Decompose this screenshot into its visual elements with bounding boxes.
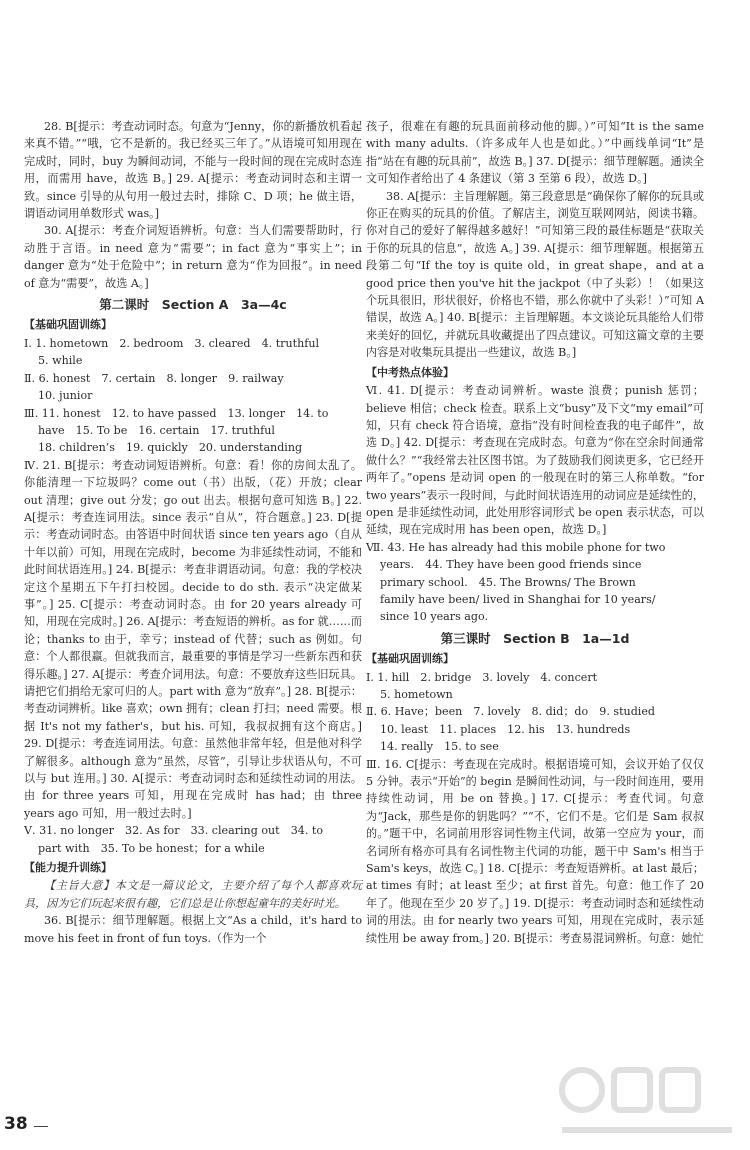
answer-row: 5. while (38, 354, 83, 368)
answer-row: have 15. To be 16. certain 17. truthful (38, 423, 275, 437)
answer-row: part with 35. To be honest；for a while (38, 841, 265, 855)
answer-36-37: 孩子，很难在有趣的玩具面前移动他的脚。）”可知“It is the same with many adults.（许多成年人也是如此。）”中画线单词“It”是指“站在有趣的玩具前”，故选 B。] 37. D[提示：细节理解题。通读全文可知作者给出了 4 条建议（第 3 至第 6 段），故选 D。] (366, 120, 704, 186)
answer-38-40: 38. A[提示：主旨理解题。第三段意思是“确保你了解你的玩具或你正在购买的玩具的价值。了解店主，浏览互联网网站，阅读书籍。你对自己的爱好了解得越多越好！”可知第三段的最佳标题是“获取关于你的玩具的信息”，故选 A。] 39. A[提示：细节理解题。根据第五段第二句“If the toy is quite old，in great shape，and at a good price then you've hit the jackpot（中了头彩）！（如果这个玩具很旧，形状很好，价格也不错，那么你就中了头彩！）”可知 A 错误，故选 A。] 40. B[提示：主旨理解题。本文谈论玩具能给人们带来美好的回忆，并就玩具收藏提出了四点建议。可知这篇文章的主要内容是对收集玩具提出一些建议，故选 B。] (366, 189, 704, 360)
answer-21-30: Ⅳ. 21. B[提示：考查动词短语辨析。句意：看！你的房间太乱了。你能清理一下垃圾吗？come out（书）出版，（花）开放；clear out 清理；give out 分发；go out 出去。根据句意可知选 B。] 22. A[提示：考查连词用法。since 表示“自从”，符合题意。] 23. D[提示：考查动词时态。由答语中时间状语 since ten years ago（自从十年以前）可知，用现在完成时，become 为非延续性动词，不能和此时间状语连用。] 24. B[提示：考查非谓语动词。句意：我的学校决定这个星期五下午打扫校园。decide to do sth. 表示“决定做某事”。] 25. C[提示：考查动词时态。由 for 20 years already 可知，用现在完成时。] 26. A[提示：考查短语的辨析。as for 就……而论；thanks to 由于，幸亏；instead of 代替；such as 例如。句意：个人都很赢。但就我而言，最重要的事情是学习一些新东西和获得乐趣。] 27. A[提示：考查介词用法。句意：不要放弃这些旧玩具。请把它们捐给无家可归的人。part with 意为“放弃”。] 28. B[提示：考查动词辨析。like 喜欢；own 拥有；clean 打扫；need 需要。根据 It's not my father's，but his. 可知，我叔叔拥有这个商店。] 29. D[提示：考查连词用法。句意：虽然他非常年轻，但是他对科学了解很多。although 意为“虽然，尽管”，引导让步状语从句，不可以与 but 连用。] 30. A[提示：考查动词时态和延续性动词的用法。由 for three years 可知，用现在完成时 has had；由 three years ago 可知，用一般过去时。] (24, 458, 362, 820)
basic-training-label: 【基础巩固训练】 (366, 652, 454, 666)
answer-row: Ⅱ. 6. Have；been 7. lovely 8. did；do 9. studied (366, 705, 656, 719)
answer-row: since 10 years ago. (380, 610, 489, 624)
answer-row: primary school. 45. The Browns/ The Brown (380, 575, 636, 589)
page-number: 38 (4, 1114, 28, 1134)
answer-row: family have been/ lived in Shanghai for 10 years/ (380, 592, 656, 606)
answer-row: years. 44. They have been good friends since (380, 558, 642, 572)
basic-training-label: 【基础巩固训练】 (24, 318, 112, 332)
answer-row: 10. least 11. places 12. his 13. hundreds (380, 722, 631, 736)
ability-training-label: 【能力提升训练】 (24, 861, 112, 875)
answer-row: Ⅰ. 1. hill 2. bridge 3. lovely 4. concert (366, 670, 598, 684)
answer-row: Ⅴ. 31. no longer 32. As for 33. clearing out 34. to (24, 824, 324, 838)
left-column (24, 118, 362, 947)
answer-30: 30. A[提示：考查介词短语辨析。句意：当人们需要帮助时，行动胜于言语。in need 意为“需要”；in fact 意为“事实上”；in danger 意为“处于危险中”；in return 意为“作为回报”。in need of 意为“需要”，故选 A。] (24, 224, 362, 290)
answer-row: 5. hometown (380, 688, 453, 701)
answer-row: 18. children’s 19. quickly 20. understanding (38, 441, 303, 455)
answer-16-20: Ⅲ. 16. C[提示：考查现在完成时。根据语境可知，会议开始了仅仅 5 分钟。表示“开始”的 begin 是瞬间性动词，与一段时间连用，要用持续性动词，用 be on 替换。] 17. C[提示：考查代词。句意为“Jack，那些是你的钥匙吗？”“不，它们不是。它们是 Sam 叔叔的。”题干中，名词前用形容词性物主代词，故第一空应为 your，而名词所有格亦可具有名词性物主代词的功能，题干中 Sam's 相当于 Sam's keys，故选 C。] 18. C[提示：考查短语辨析。at last 最后；at times 有时；at least 至少；at first 首先。句意：他工作了 20 年了。他现在至少 20 岁了。] 19. D[提示：考查动词时态和延续性动词的用法。由 for nearly two years 可知，用现在完成时，表示延续性用 be away from。] 20. B[提示：考查易混词辨析。句意：她忙 (366, 757, 704, 945)
answer-row: Ⅲ. 11. honest 12. to have passed 13. longer 14. to (24, 406, 329, 420)
answer-41-42: Ⅵ. 41. D[提示：考查动词辨析。waste 浪费；punish 惩罚；believe 相信；check 检查。联系上文“busy”及下文“my email”可知，只有 check 符合语境，意指“没有时间检查我的电子邮件”，故选 D。] 42. D[提示：考查现在完成时态。句意为“你在空余时间通常做什么？”“我经常去社区图书馆。为了鼓励我们阅读更多，它已经开两年了。”opens 是动词 open 的一般现在时的第三人称单数。“for two years”表示一段时间，与此时间状语连用的动词应是延续性的，open 是非延续性动词，此处用形容词形式 be open 表示状态，可以延续，现在完成时用 has been open，故选 D。] (366, 384, 704, 537)
answer-28-29: 28. B[提示：考查动词时态。句意为“Jenny，你的新播放机看起来真不错。”“哦，它不是新的。我已经买三年了。”从语境可知用现在完成时，同时，buy 为瞬间动词，不能与一段时间的现在完成时态连用，而需用 have，故选 B。] 29. A[提示：考查动词时态和主谓一致。since 引导的从句用一般过去时，排除 C、D 项；he 做主语，谓语动词用单数形式 was。] (24, 120, 362, 221)
answer-row: 10. junior (38, 389, 93, 403)
answer-row: 14. really 15. to see (380, 740, 499, 754)
lesson-3-heading: 第三课时 Section B 1a—1d (440, 630, 630, 646)
exam-practice-label: 【中考热点体验】 (366, 365, 454, 379)
answer-36: 36. B[提示：细节理解题。根据上文“As a child，it's hard to move his feet in front of fun toys.（作为一个 (24, 914, 362, 945)
watermark-logo (552, 1060, 742, 1140)
answer-row: Ⅰ. 1. hometown 2. bedroom 3. cleared 4. truthful (24, 336, 320, 350)
page-number-rule (34, 1126, 48, 1127)
answer-row: Ⅱ. 6. honest 7. certain 8. longer 9. railway (24, 371, 284, 385)
answer-row: Ⅶ. 43. He has already had this mobile phone for two (366, 540, 666, 554)
lesson-2-heading: 第二课时 Section A 3a—4c (99, 297, 287, 313)
main-idea: 【主旨大意】本文是一篇议论文，主要介绍了每个人都喜欢玩具，因为它们玩起来很有趣，它们总是让你想起童年的美好时光。 (24, 879, 362, 910)
right-column (366, 118, 704, 947)
